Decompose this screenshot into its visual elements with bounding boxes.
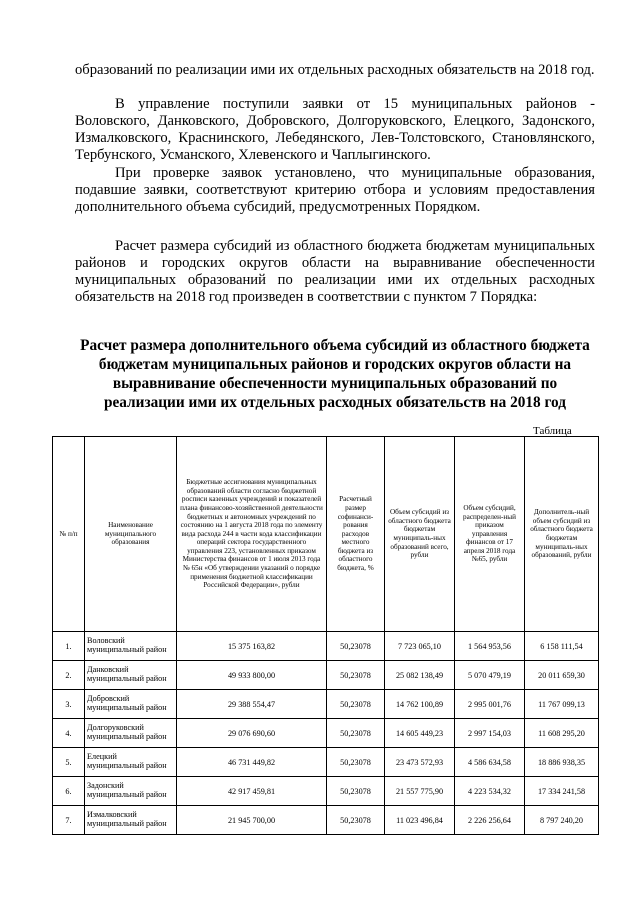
row-total-subsidy: 21 557 775,90 [385,777,455,806]
row-additional-subsidy: 11 608 295,20 [525,719,599,748]
row-number: 4. [53,719,85,748]
row-budget-allocations: 46 731 449,82 [177,748,327,777]
header-distributed-subsidy: Объем субсидий, распределен-ный приказом управления финансов от 17 апреля 2018 года №65, рубли [455,437,525,632]
table-row [53,719,599,748]
row-budget-allocations: 42 917 459,81 [177,777,327,806]
row-additional-subsidy: 18 886 938,35 [525,748,599,777]
table-row [53,632,599,661]
row-distributed-subsidy: 2 995 001,76 [455,690,525,719]
row-budget-allocations: 29 388 554,47 [177,690,327,719]
row-total-subsidy: 23 473 572,93 [385,748,455,777]
row-cofinancing-rate: 50,23078 [327,632,385,661]
row-total-subsidy: 14 605 449,23 [385,719,455,748]
row-municipality: Долгоруковский муниципальный район [85,719,177,748]
row-municipality: Измалковский муниципальный район [85,806,177,835]
row-additional-subsidy: 17 334 241,58 [525,777,599,806]
row-cofinancing-rate: 50,23078 [327,661,385,690]
row-cofinancing-rate: 50,23078 [327,719,385,748]
header-total-subsidy: Объем субсидий из областного бюджета бюджетам муниципаль-ных образований всего, рубли [385,437,455,632]
row-distributed-subsidy: 1 564 953,56 [455,632,525,661]
header-additional-subsidy: Дополнитель-ный объем субсидий из областного бюджета бюджетам муниципаль-ных образований, рубли [525,437,599,632]
table-row [53,748,599,777]
section-heading: Расчет размера дополнительного объема субсидий из областного бюджета бюджетам муниципальных районов и городских округов области на выравнивание обеспеченности муниципальных образований по реализации ими их отдельных расходных обязательств на 2018 год [80,337,590,411]
table-row [53,690,599,719]
row-number: 6. [53,777,85,806]
row-municipality: Воловский муниципальный район [85,632,177,661]
row-number: 7. [53,806,85,835]
row-total-subsidy: 14 762 100,89 [385,690,455,719]
row-additional-subsidy: 20 011 659,30 [525,661,599,690]
header-cofinancing-rate: Расчетный размер софинанси-рования расходов местного бюджета из областного бюджета, % [327,437,385,632]
row-total-subsidy: 25 082 138,49 [385,661,455,690]
row-budget-allocations: 21 945 700,00 [177,806,327,835]
row-total-subsidy: 7 723 065,10 [385,632,455,661]
row-budget-allocations: 49 933 800,00 [177,661,327,690]
paragraph-verification: При проверке заявок установлено, что муниципальные образования, подавшие заявки, соответствуют критерию отбора и условиям предоставления дополнительного объема субсидий, предусмотренных Порядком. [75,165,595,215]
row-additional-subsidy: 6 158 111,54 [525,632,599,661]
row-additional-subsidy: 8 797 240,20 [525,806,599,835]
row-cofinancing-rate: 50,23078 [327,748,385,777]
subsidy-table [52,436,599,835]
table-row [53,777,599,806]
row-total-subsidy: 11 023 496,84 [385,806,455,835]
header-number: № п/п [53,437,85,632]
row-distributed-subsidy: 5 070 479,19 [455,661,525,690]
row-number: 5. [53,748,85,777]
table-row [53,806,599,835]
row-cofinancing-rate: 50,23078 [327,777,385,806]
table-caption: Таблица [533,425,572,437]
row-municipality: Задонский муниципальный район [85,777,177,806]
row-budget-allocations: 29 076 690,60 [177,719,327,748]
row-number: 1. [53,632,85,661]
row-municipality: Данковский муниципальный район [85,661,177,690]
header-budget-allocations: Бюджетные ассигнования муниципальных образований области согласно бюджетной росписи казенных учреждений и показателей плана финансово-хозяйственной деятельности бюджетных и автономных учреждений по состоянию на 1 августа 2018 года по элементу вида расхода 244 в части кода классификации операций сектора государственного управления 223, установленных приказом Министерства финансов от 1 июля 2013 года № 65н «Об утверждении указаний о порядке применения бюджетной классификации Российской Федерации», рубли [177,437,327,632]
row-additional-subsidy: 11 767 099,13 [525,690,599,719]
paragraph-intro-tail: образований по реализации ими их отдельных расходных обязательств на 2018 год. [75,62,595,78]
table-header-row [53,437,599,632]
row-distributed-subsidy: 4 223 534,32 [455,777,525,806]
row-cofinancing-rate: 50,23078 [327,690,385,719]
paragraph-calculation: Расчет размера субсидий из областного бюджета бюджетам муниципальных районов и городских округов области на выравнивание обеспеченности муниципальных образований по реализации ими их отдельных расходных обязательств на 2018 год произведен в соответствии с пунктом 7 Порядка: [75,238,595,305]
row-budget-allocations: 15 375 163,82 [177,632,327,661]
header-municipality: Наименование муниципального образования [85,437,177,632]
row-distributed-subsidy: 2 997 154,03 [455,719,525,748]
row-cofinancing-rate: 50,23078 [327,806,385,835]
table-row [53,661,599,690]
row-number: 3. [53,690,85,719]
row-number: 2. [53,661,85,690]
row-distributed-subsidy: 4 586 634,58 [455,748,525,777]
row-distributed-subsidy: 2 226 256,64 [455,806,525,835]
row-municipality: Елецкий муниципальный район [85,748,177,777]
paragraph-applications: В управление поступили заявки от 15 муниципальных районов - Воловского, Данковского, Добровского, Долгоруковского, Елецкого, Задонского, Измалковского, Краснинского, Лебедянского, Лев-Толстовского, Становлянского, Тербунского, Усманского, Хлевенского и Чаплыгинского. [75,96,595,163]
row-municipality: Добровский муниципальный район [85,690,177,719]
